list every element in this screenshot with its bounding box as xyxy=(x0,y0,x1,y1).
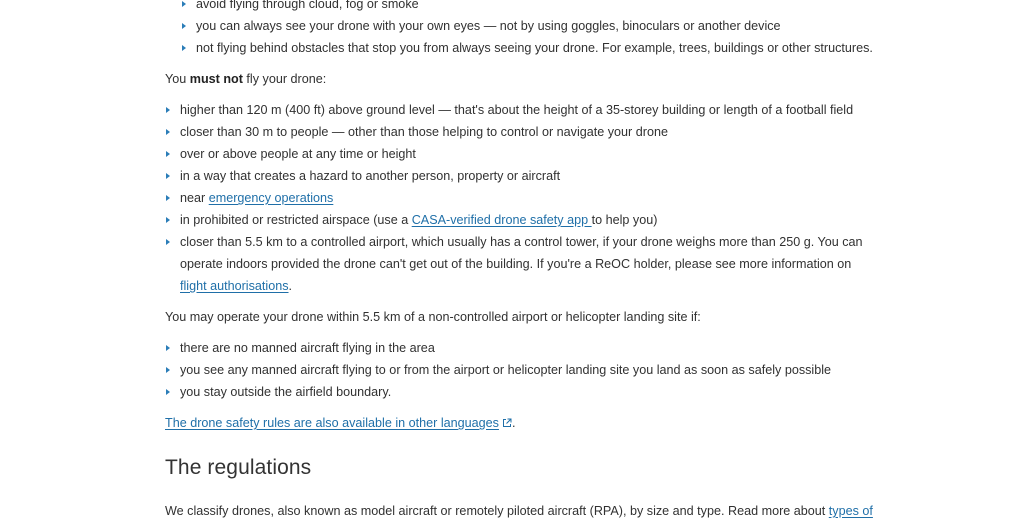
external-link-icon xyxy=(502,418,512,428)
list-item: not flying behind obstacles that stop you from always seeing your drone. For example, trees, buildings or other structures. xyxy=(196,37,873,59)
list-item: there are no manned aircraft flying in the area xyxy=(180,337,435,359)
list-item: in prohibited or restricted airspace (use a CASA-verified drone safety app to help you) xyxy=(180,209,657,231)
list-item: you stay outside the airfield boundary. xyxy=(180,381,391,403)
list-item: you can always see your drone with your own eyes — not by using goggles, binoculars or another device xyxy=(196,15,781,37)
list-item: over or above people at any time or height xyxy=(180,143,416,165)
caret-right-icon xyxy=(166,195,170,201)
languages-paragraph: The drone safety rules are also available in other languages . xyxy=(165,416,516,430)
caret-right-icon xyxy=(182,45,186,51)
flight-authorisations-link[interactable]: flight authorisations xyxy=(180,279,289,293)
caret-right-icon xyxy=(166,367,170,373)
caret-right-icon xyxy=(182,23,186,29)
list-item: avoid flying through cloud, fog or smoke xyxy=(196,0,419,15)
caret-right-icon xyxy=(166,217,170,223)
other-languages-link[interactable]: The drone safety rules are also available in other languages xyxy=(165,416,512,430)
caret-right-icon xyxy=(166,173,170,179)
list-item: near emergency operations xyxy=(180,187,333,209)
caret-right-icon xyxy=(166,345,170,351)
drone-safety-app-link[interactable]: CASA-verified drone safety app xyxy=(411,213,592,227)
regulations-paragraph: We classify drones, also known as model aircraft or remotely piloted aircraft (RPA), by size and type. Read more about types of xyxy=(165,504,873,518)
list-item: in a way that creates a hazard to another person, property or aircraft xyxy=(180,165,560,187)
list-item: higher than 120 m (400 ft) above ground level — that's about the height of a 35-storey building or length of a football field xyxy=(180,99,853,121)
list-item: you see any manned aircraft flying to or from the airport or helicopter landing site you land as soon as safely possible xyxy=(180,359,831,381)
caret-right-icon xyxy=(166,129,170,135)
non-controlled-intro: You may operate your drone within 5.5 km of a non-controlled airport or helicopter landing site if: xyxy=(165,310,701,324)
list-item-continuation: operate indoors provided the drone can't get out of the building. If you're a ReOC holder, please see more information on xyxy=(180,257,852,271)
regulations-heading: The regulations xyxy=(165,456,312,479)
caret-right-icon xyxy=(182,1,186,7)
caret-right-icon xyxy=(166,239,170,245)
caret-right-icon xyxy=(166,389,170,395)
list-item: closer than 5.5 km to a controlled airport, which usually has a control tower, if your drone weighs more than 250 g. You can xyxy=(180,231,863,253)
caret-right-icon xyxy=(166,107,170,113)
emergency-operations-link[interactable]: emergency operations xyxy=(208,191,334,205)
types-of-drones-link[interactable]: types of xyxy=(828,504,873,518)
list-item-continuation: flight authorisations. xyxy=(180,279,293,293)
list-item: closer than 30 m to people — other than those helping to control or navigate your drone xyxy=(180,121,668,143)
must-not-intro: You must not fly your drone: xyxy=(165,72,327,86)
caret-right-icon xyxy=(166,151,170,157)
